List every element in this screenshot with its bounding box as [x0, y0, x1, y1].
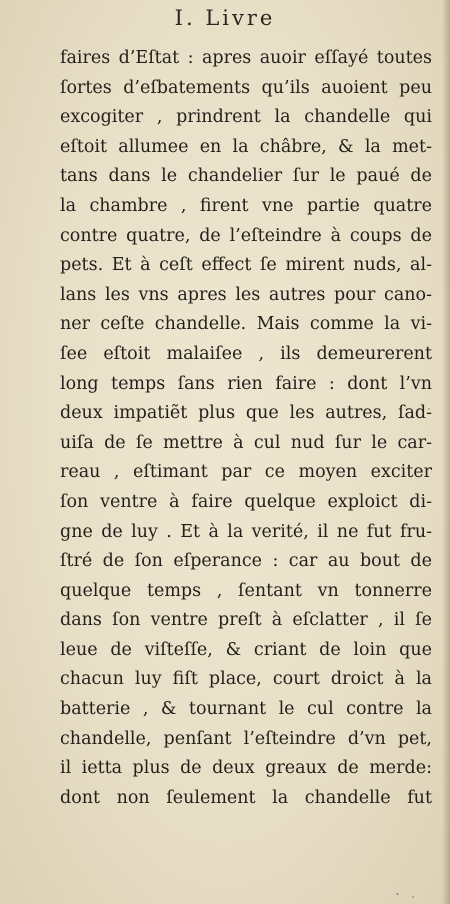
text-line: deux impatiẽt plus que les autres, ſad- — [60, 403, 432, 424]
text-line: faires d’Eſtat : apres auoir eſſayé toutes — [60, 48, 432, 68]
text-line: excogiter , prindrent la chandelle qui — [60, 107, 432, 128]
text-line: ſon ventre à faire quelque exploict di- — [60, 491, 432, 512]
text-line: ner ceſte chandelle. Mais comme la vi- — [60, 314, 432, 335]
page-edge-shadow — [442, 0, 450, 904]
text-line: ſee eſtoit malaiſee , ils demeurerent — [60, 343, 432, 364]
paper-speck — [412, 896, 414, 898]
text-line: ſtré de ſon eſperance : car au bout de — [60, 551, 432, 572]
text-line: reau , eſtimant par ce moyen exciter — [60, 462, 432, 483]
text-line: dont non ſeulement la chandelle fut — [60, 787, 432, 808]
body-text — [60, 44, 432, 813]
text-line: il ietta plus de deux greaux de merde: — [60, 758, 432, 779]
text-line: gne de luy . Et à la verité, il ne fut fru- — [60, 521, 432, 542]
paper-speck — [396, 893, 399, 895]
text-line: leue de viſteſſe, & criant de loin que — [60, 639, 432, 660]
text-line: lans les vns apres les autres pour cano- — [60, 284, 432, 305]
running-head: I. Livre — [174, 6, 276, 30]
text-line: contre quatre, de l’eſteindre à coups de — [60, 225, 432, 246]
text-line: long temps ſans rien faire : dont l’vn — [60, 373, 432, 394]
text-line: pets. Et à ceſt effect ſe mirent nuds, al- — [60, 255, 432, 276]
text-line: batterie , & tournant le cul contre la — [60, 699, 432, 720]
text-line: quelque temps , ſentant vn tonnerre — [60, 580, 432, 601]
text-line: ſortes d’eſbatements qu’ils auoient peu — [60, 77, 432, 98]
paper-speck — [428, 408, 430, 410]
text-line: eſtoit allumee en la châbre, & la met- — [60, 136, 432, 157]
text-line: chandelle, penſant l’eſteindre d’vn pet, — [60, 728, 432, 749]
text-line: uiſa de ſe mettre à cul nud ſur le car- — [60, 432, 432, 453]
text-line: dans ſon ventre preſt à eſclatter , il ſe — [60, 610, 432, 631]
text-line: tans dans le chandelier ſur le paué de — [60, 166, 432, 187]
text-line: la chambre , firent vne partie quatre — [60, 195, 432, 216]
text-line: chacun luy fiſt place, court droict à la — [60, 669, 432, 690]
